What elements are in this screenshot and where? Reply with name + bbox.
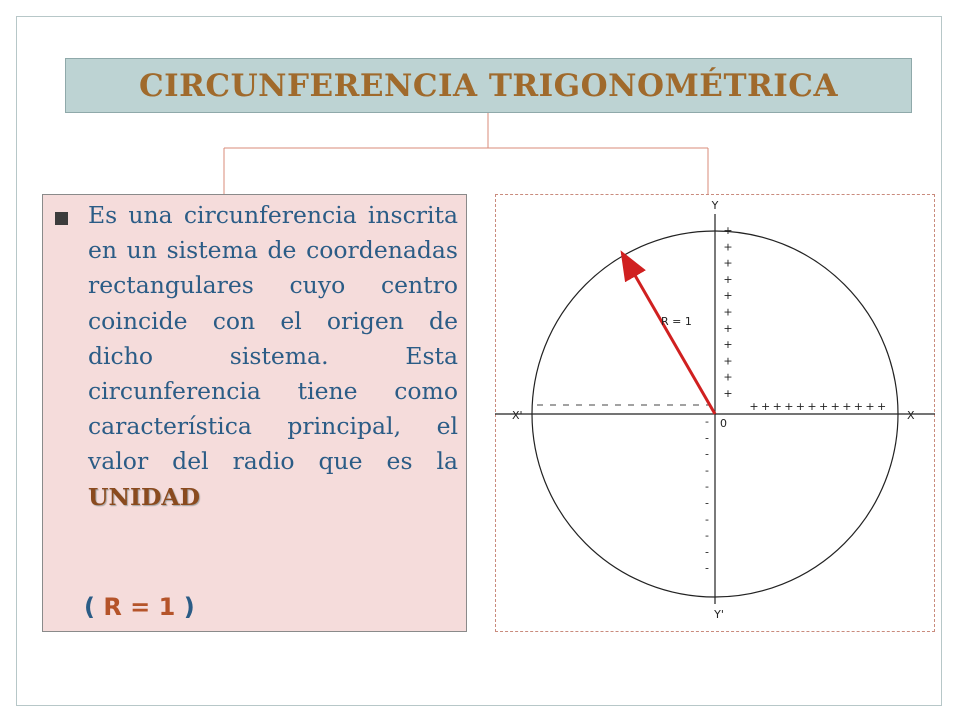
radius-arrow xyxy=(624,256,716,415)
formula-open-paren: ( xyxy=(84,593,95,621)
formula-close-paren: ) xyxy=(183,593,195,621)
definition-text: Es una circunferencia inscrita en un sistema de coordenadas rectangulares cuyo centro coincide con el origen de dicho sistema. Esta circunferencia tiene como característica principal, el valor del radio que es la xyxy=(88,201,458,476)
y-plus-sign: + xyxy=(723,305,733,319)
page-title: CIRCUNFERENCIA TRIGONOMÉTRICA xyxy=(138,67,838,104)
x-plus-sign: + xyxy=(842,400,852,413)
x-plus-sign: + xyxy=(807,400,817,413)
y-negative-signs xyxy=(705,415,709,575)
y-plus-sign: + xyxy=(723,321,733,335)
x-plus-sign: + xyxy=(853,400,864,413)
y-plus-sign: + xyxy=(723,289,733,303)
x-plus-sign: + xyxy=(818,400,829,413)
square-bullet-icon xyxy=(55,212,68,225)
y-plus-sign: + xyxy=(723,272,733,286)
y-axis-label: Y xyxy=(711,199,719,212)
unidad-emphasis: UNIDAD xyxy=(88,482,200,511)
x-axis-label: X xyxy=(907,409,915,422)
radius-label: R = 1 xyxy=(661,315,692,328)
y-plus-sign: + xyxy=(723,240,733,254)
y-minus-sign: - xyxy=(705,496,709,510)
origin-label: 0 xyxy=(720,417,727,430)
y-minus-sign: - xyxy=(705,447,709,461)
x-plus-sign: + xyxy=(749,400,759,413)
y-prime-axis-label: Y' xyxy=(714,608,724,621)
y-minus-sign: - xyxy=(705,431,709,445)
x-plus-sign: + xyxy=(876,400,887,413)
x-plus-sign: + xyxy=(830,400,840,413)
y-plus-sign: + xyxy=(723,387,733,400)
y-minus-sign: - xyxy=(705,561,709,575)
y-minus-sign: - xyxy=(705,529,709,543)
y-minus-sign: - xyxy=(705,415,709,428)
y-minus-sign: - xyxy=(705,545,709,559)
y-plus-sign: + xyxy=(723,256,733,270)
y-plus-sign: + xyxy=(723,338,733,352)
formula-value: R = 1 xyxy=(103,593,176,621)
x-plus-sign: + xyxy=(772,400,782,413)
y-plus-sign: + xyxy=(723,224,733,237)
x-plus-sign: + xyxy=(795,400,806,413)
y-plus-sign: + xyxy=(723,370,733,384)
x-plus-sign: + xyxy=(865,400,875,413)
y-plus-sign: + xyxy=(723,354,733,368)
x-positive-signs xyxy=(749,400,886,413)
x-plus-sign: + xyxy=(760,400,771,413)
y-minus-sign: - xyxy=(705,480,709,494)
y-minus-sign: - xyxy=(705,463,709,477)
unit-circle-diagram xyxy=(495,194,935,632)
y-positive-signs xyxy=(723,224,732,400)
x-plus-sign: + xyxy=(784,400,794,413)
y-minus-sign: - xyxy=(705,512,709,526)
definition-paragraph xyxy=(88,198,458,515)
radius-formula xyxy=(84,593,195,621)
x-prime-axis-label: X' xyxy=(512,409,523,422)
